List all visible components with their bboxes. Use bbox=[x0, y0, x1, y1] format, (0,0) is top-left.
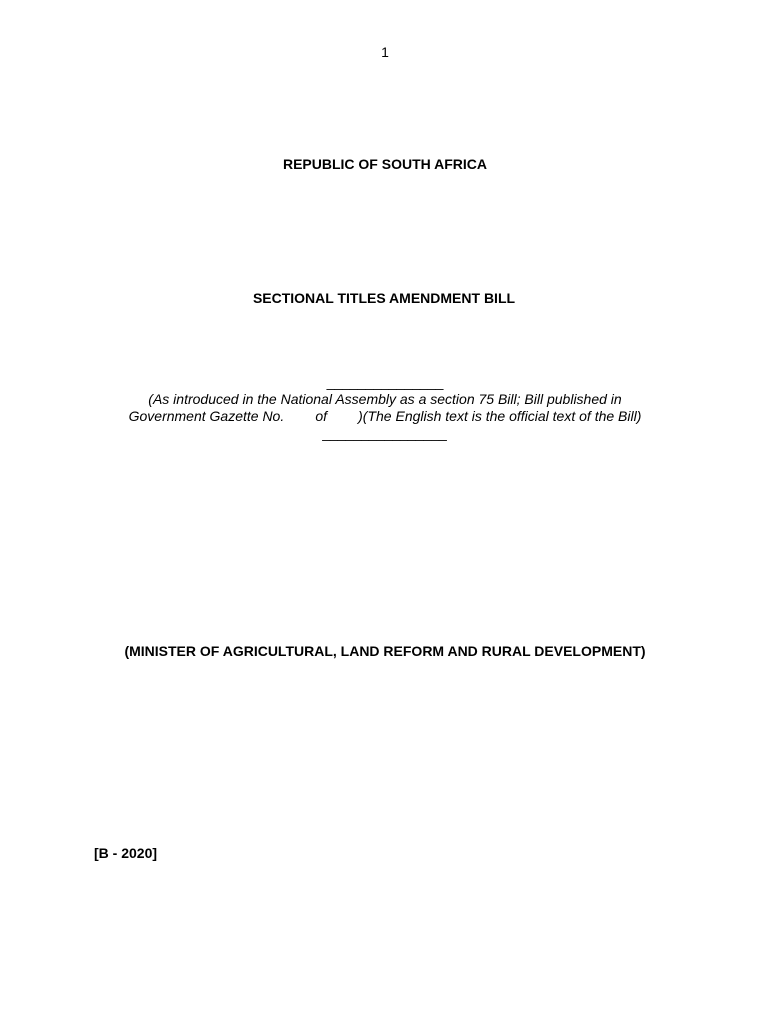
bill-number: [B - 2020] bbox=[94, 845, 158, 861]
introduction-note bbox=[0, 374, 770, 442]
page-number: 1 bbox=[381, 44, 389, 60]
bill-title: SECTIONAL TITLES AMENDMENT BILL bbox=[252, 290, 516, 306]
introduction-line-2: Government Gazette No. of )(The English text is the official text of the Bill) bbox=[128, 408, 642, 424]
country-heading: REPUBLIC OF SOUTH AFRICA bbox=[282, 156, 488, 172]
introduction-line-1: (As introduced in the National Assembly as a section 75 Bill; Bill published in bbox=[148, 391, 622, 407]
top-rule: _______________ bbox=[326, 374, 444, 390]
bottom-rule: ________________ bbox=[322, 425, 447, 441]
minister-heading: (MINISTER OF AGRICULTURAL, LAND REFORM AND RURAL DEVELOPMENT) bbox=[124, 643, 646, 659]
